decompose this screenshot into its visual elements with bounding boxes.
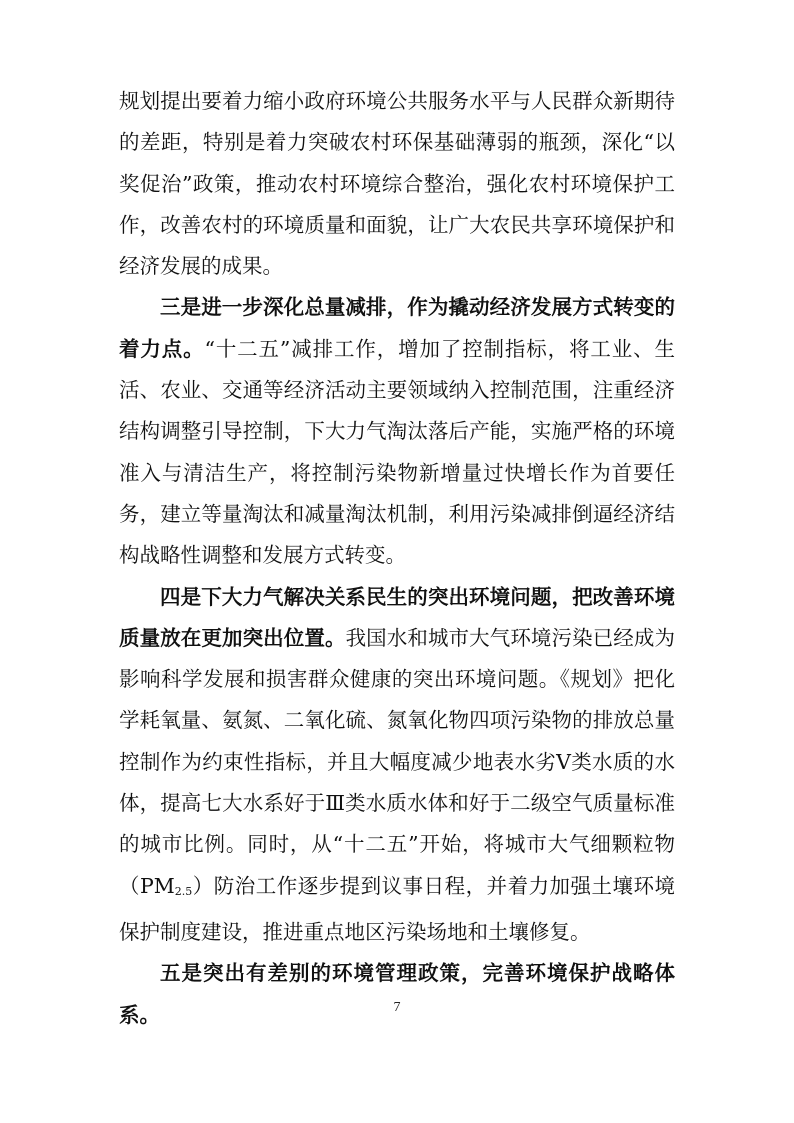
paragraph-2 [119, 287, 675, 576]
body-text [119, 81, 675, 1036]
page-number: 7 [393, 1000, 401, 1015]
paragraph-4-heading: 五是突出有差别的环境管理政策，完善环境保护战略体系。 [119, 961, 675, 1027]
pm-subscript: 2.5 [174, 884, 193, 898]
paragraph-2-heading: 三是进一步深化总量减排，作为撬动经济发展方式转变的着力点。 [119, 295, 675, 361]
paragraph-3 [119, 577, 675, 954]
paragraph-2-body: “十二五”减排工作，增加了控制指标，将工业、生活、农业、交通等经济活动主要领域纳入控制范围，注重经济结构调整引导控制，下大力气淘汰落后产能，实施严格的环境准入与清洁生产，将控制污染物新增量过快增长作为首要任务，建立等量淘汰和减量淘汰机制，利用污染减排倒逼经济结构战略性调整和发展方式转变。 [119, 336, 675, 568]
paragraph-3-heading: 四是下大力气解决关系民生的突出环境问题，把改善环境质量放在更加突出位置。 [119, 584, 675, 650]
paragraph-3-body-a: 我国水和城市大气环境污染已经成为影响科学发展和损害群众健康的突出环境问题。《规划》把化学耗氧量、氨氮、二氧化硫、氮氧化物四项污染物的排放总量控制作为约束性指标，并且大幅度减少地表水劣Ⅴ类水质的水体，提高七大水系好于Ⅲ类水质水体和好于二级空气质量标准的城市比例。同时，从“十二五”开始，将城市大气细颗粒物（PM [119, 625, 676, 898]
paragraph-3-body-b: ）防治工作逐步提到议事日程，并着力加强土壤环境保护制度建设，推进重点地区污染场地和土壤修复。 [119, 873, 675, 944]
paragraph-1: 规划提出要着力缩小政府环境公共服务水平与人民群众新期待的差距，特别是着力突破农村环保基础薄弱的瓶颈，深化“以奖促治”政策，推动农村环境综合整治，强化农村环境保护工作，改善农村的环境质量和面貌，让广大农民共享环境保护和经济发展的成果。 [119, 89, 675, 279]
